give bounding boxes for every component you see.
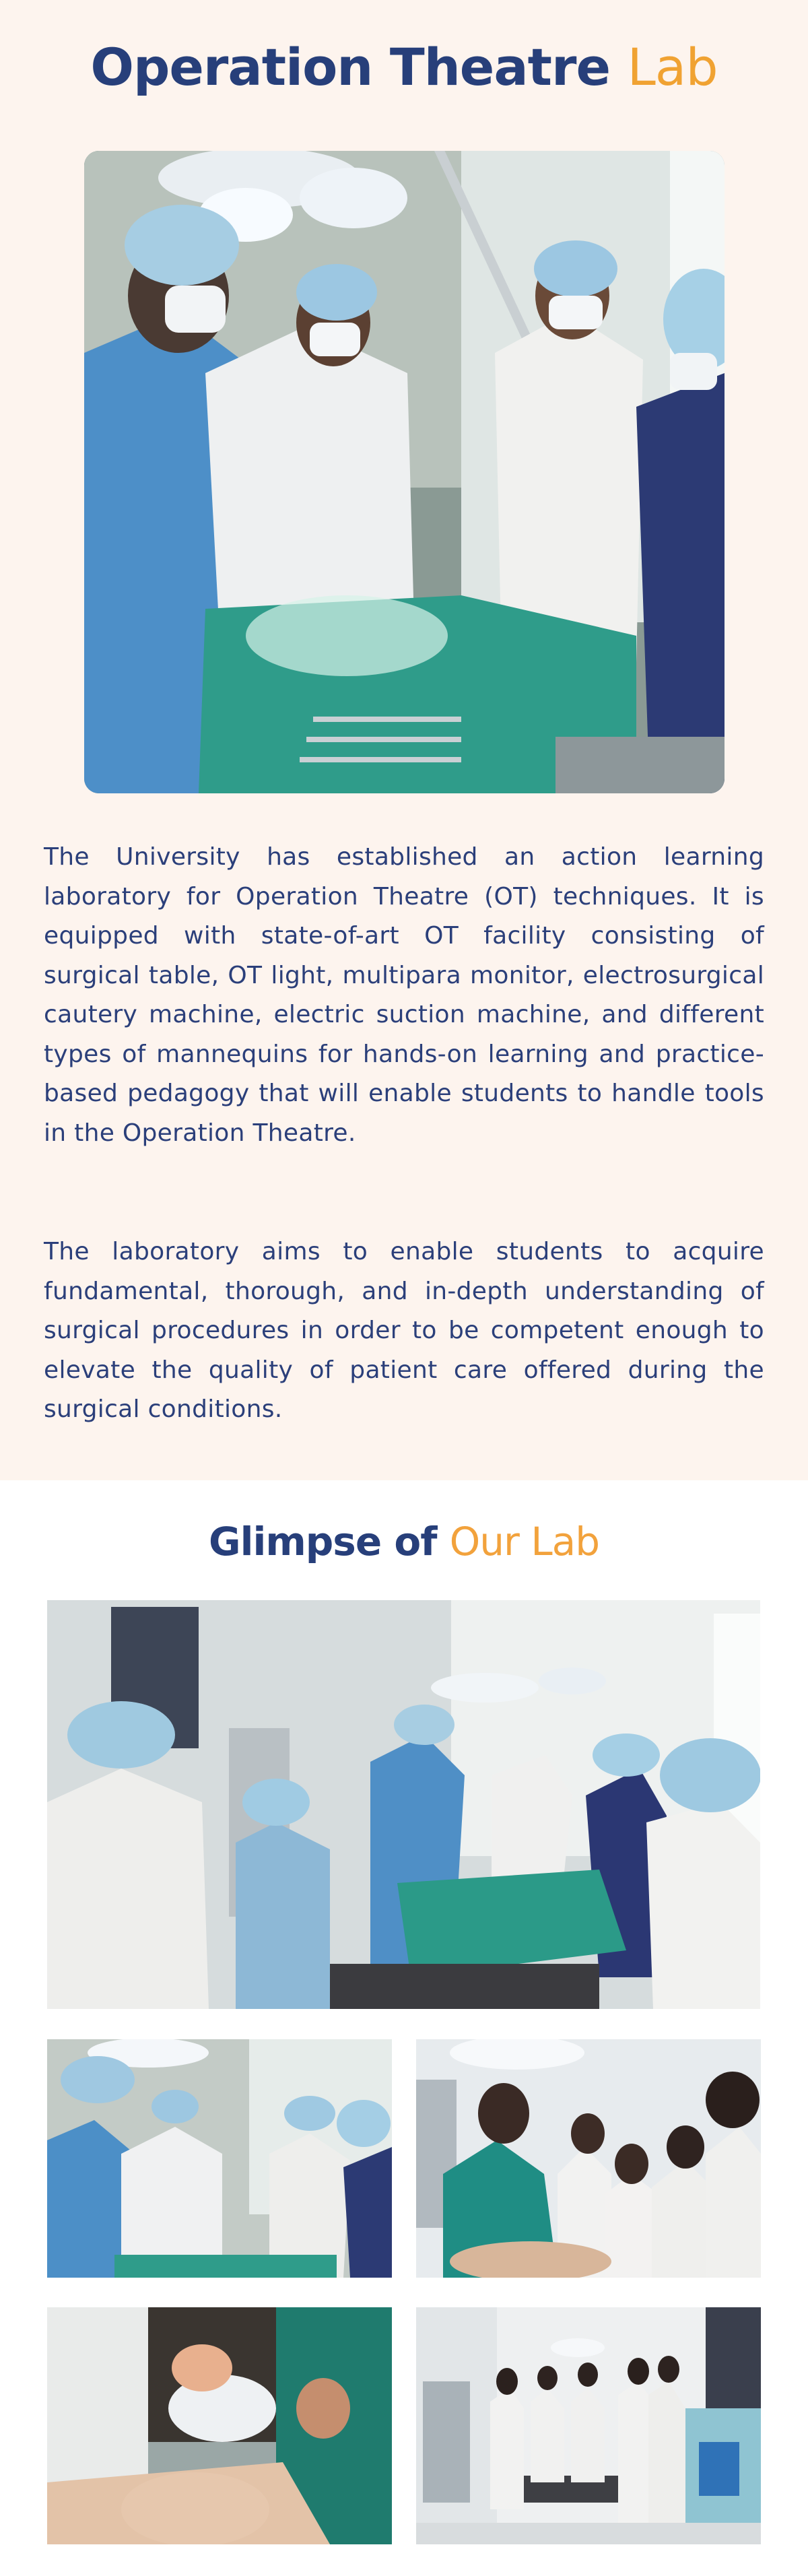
gallery-photo-ot-room bbox=[47, 1600, 760, 2009]
page-title-main: Operation Theatre bbox=[90, 37, 610, 97]
intro-paragraph-2: The laboratory aims to enable students to acquire fundamental, thorough, and in-depth understanding of surgical procedures in order to be competent enough to elevate the quality of patient care offered during the surgical conditions. bbox=[44, 1238, 764, 1423]
gallery-photo-ambu-bag bbox=[47, 2307, 392, 2544]
page-title bbox=[0, 37, 808, 97]
gallery-photo-ot-team bbox=[47, 2039, 392, 2278]
gallery-photo-students-group bbox=[416, 2307, 761, 2544]
gallery-title-accent: Our Lab bbox=[449, 1519, 600, 1564]
intro-paragraph-1: The University has established an action learning laboratory for Operation Theatre (OT) techniques. It is equipped with state-of-art OT facility consisting of surgical table, OT light, multipara monitor, electrosurgical cautery machine, electric suction machine, and different types of mannequins for hands-on learning and practice-based pedagogy that will enable students to handle tools in the Operation Theatre. bbox=[44, 843, 764, 1147]
page-title-accent: Lab bbox=[627, 37, 718, 97]
hero-photo-ot-team bbox=[84, 151, 725, 793]
gallery-title-main: Glimpse of bbox=[208, 1519, 437, 1564]
gallery-photo-mannequin-practice bbox=[416, 2039, 761, 2278]
gallery-title bbox=[0, 1519, 808, 1564]
